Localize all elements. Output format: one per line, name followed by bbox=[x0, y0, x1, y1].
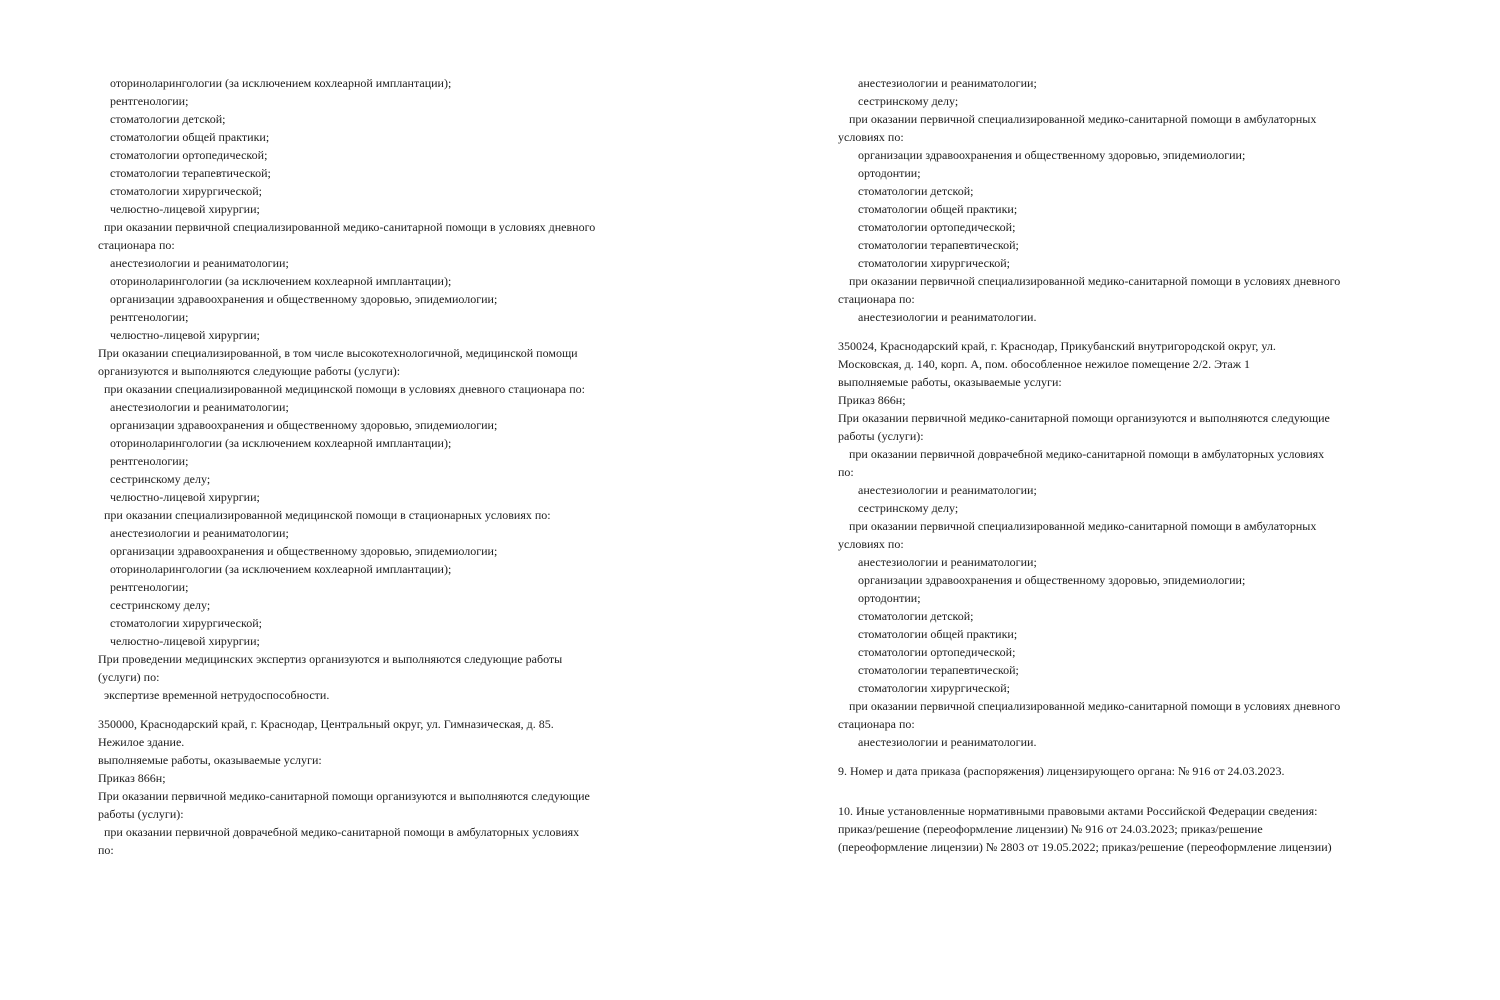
text-line: При оказании специализированной, в том числе высокотехнологичной, медицинской помощи bbox=[98, 346, 578, 360]
text-line: рентгенологии; bbox=[110, 94, 189, 108]
blank-line bbox=[838, 791, 1458, 802]
text-line: оториноларингологии (за исключением кохлеарной имплантации); bbox=[110, 562, 452, 576]
text-line: экспертизе временной нетрудоспособности. bbox=[104, 688, 330, 702]
text-line: При проведении медицинских экспертиз организуются и выполняются следующие работы bbox=[98, 652, 563, 666]
text-line: при оказании первичной специализированной медико-санитарной помощи в условиях дневного bbox=[104, 220, 596, 234]
text-line: при оказании первичной специализированной медико-санитарной помощи в условиях дневного bbox=[849, 274, 1341, 288]
text-line: при оказании первичной специализированной медико-санитарной помощи в условиях дневного bbox=[849, 699, 1341, 713]
text-line: приказ/решение (переоформление лицензии) № 916 от 24.03.2023; приказ/решение bbox=[838, 822, 1263, 836]
text-line: Нежилое здание. bbox=[98, 735, 185, 749]
text-line: условиях по: bbox=[838, 537, 904, 551]
text-line: выполняемые работы, оказываемые услуги: bbox=[838, 375, 1062, 389]
page-column-left bbox=[98, 74, 758, 859]
blank-line bbox=[838, 751, 1458, 762]
text-line: (услуги) по: bbox=[98, 670, 160, 684]
text-line: рентгенологии; bbox=[110, 580, 189, 594]
text-line: стоматологии терапевтической; bbox=[110, 166, 271, 180]
text-line: работы (услуги): bbox=[98, 807, 184, 821]
text-line: по: bbox=[838, 465, 854, 479]
text-line: При оказании первичной медико-санитарной помощи организуются и выполняются следующие bbox=[98, 789, 590, 803]
text-line: ортодонтии; bbox=[858, 591, 921, 605]
text-line: оториноларингологии (за исключением кохлеарной имплантации); bbox=[110, 76, 452, 90]
text-line: организации здравоохранения и общественному здоровью, эпидемиологии; bbox=[858, 148, 1246, 162]
text-line: стоматологии хирургической; bbox=[858, 681, 1010, 695]
text-line: 9. Номер и дата приказа (распоряжения) лицензирующего органа: № 916 от 24.03.2023. bbox=[838, 764, 1285, 778]
text-line: стоматологии общей практики; bbox=[110, 130, 270, 144]
text-line: анестезиологии и реаниматологии; bbox=[858, 76, 1037, 90]
text-line: условиях по: bbox=[838, 130, 904, 144]
text-line: работы (услуги): bbox=[838, 429, 924, 443]
text-line: челюстно-лицевой хирургии; bbox=[110, 634, 260, 648]
text-line: стоматологии ортопедической; bbox=[110, 148, 268, 162]
text-line: при оказании первичной доврачебной медико-санитарной помощи в амбулаторных условиях bbox=[849, 447, 1325, 461]
text-line: ортодонтии; bbox=[858, 166, 921, 180]
text-line: стоматологии детской; bbox=[110, 112, 226, 126]
text-line: организации здравоохранения и общественному здоровью, эпидемиологии; bbox=[110, 418, 498, 432]
text-line: сестринскому делу; bbox=[110, 472, 211, 486]
text-line: Приказ 866н; bbox=[838, 393, 906, 407]
text-line: анестезиологии и реаниматологии; bbox=[110, 400, 289, 414]
text-line: стационара по: bbox=[838, 717, 915, 731]
text-line: стационара по: bbox=[838, 292, 915, 306]
text-line: анестезиологии и реаниматологии; bbox=[858, 555, 1037, 569]
text-line: рентгенологии; bbox=[110, 454, 189, 468]
text-line: стоматологии терапевтической; bbox=[858, 238, 1019, 252]
text-line: челюстно-лицевой хирургии; bbox=[110, 328, 260, 342]
text-line: сестринскому делу; bbox=[110, 598, 211, 612]
text-line: 350024, Краснодарский край, г. Краснодар, Прикубанский внутригородской округ, ул. bbox=[838, 339, 1276, 353]
text-line: сестринскому делу; bbox=[858, 501, 959, 515]
text-line: при оказании специализированной медицинской помощи в стационарных условиях по: bbox=[104, 508, 551, 522]
text-line: стоматологии хирургической; bbox=[858, 256, 1010, 270]
text-line: (переоформление лицензии) № 2803 от 19.05.2022; приказ/решение (переоформление лицензии) bbox=[838, 840, 1332, 854]
text-line: стоматологии ортопедической; bbox=[858, 645, 1016, 659]
text-line: организуются и выполняются следующие работы (услуги): bbox=[98, 364, 401, 378]
text-line: организации здравоохранения и общественному здоровью, эпидемиологии; bbox=[858, 573, 1246, 587]
text-line: стоматологии детской; bbox=[858, 609, 974, 623]
text-line: При оказании первичной медико-санитарной помощи организуются и выполняются следующие bbox=[838, 411, 1330, 425]
text-line: стоматологии общей практики; bbox=[858, 202, 1018, 216]
text-line: при оказании первичной доврачебной медико-санитарной помощи в амбулаторных условиях bbox=[104, 825, 580, 839]
text-line: 10. Иные установленные нормативными правовыми актами Российской Федерации сведения: bbox=[838, 804, 1318, 818]
text-line: стационара по: bbox=[98, 238, 175, 252]
text-line: 350000, Краснодарский край, г. Краснодар, Центральный округ, ул. Гимназическая, д. 85. bbox=[98, 717, 554, 731]
text-line: стоматологии терапевтической; bbox=[858, 663, 1019, 677]
text-line: анестезиологии и реаниматологии. bbox=[858, 310, 1037, 324]
text-line: Московская, д. 140, корп. А, пом. обособленное нежилое помещение 2/2. Этаж 1 bbox=[838, 357, 1251, 371]
text-line: организации здравоохранения и общественному здоровью, эпидемиологии; bbox=[110, 544, 498, 558]
text-line: челюстно-лицевой хирургии; bbox=[110, 490, 260, 504]
text-line: анестезиологии и реаниматологии. bbox=[858, 735, 1037, 749]
blank-line bbox=[98, 704, 758, 715]
text-line: анестезиологии и реаниматологии; bbox=[110, 526, 289, 540]
blank-line bbox=[838, 780, 1458, 791]
text-line: стоматологии хирургической; bbox=[110, 616, 262, 630]
text-line: анестезиологии и реаниматологии; bbox=[858, 483, 1037, 497]
text-line: рентгенологии; bbox=[110, 310, 189, 324]
page-column-right bbox=[838, 74, 1458, 856]
text-line: стоматологии хирургической; bbox=[110, 184, 262, 198]
text-line: стоматологии общей практики; bbox=[858, 627, 1018, 641]
text-line: оториноларингологии (за исключением кохлеарной имплантации); bbox=[110, 274, 452, 288]
text-line: выполняемые работы, оказываемые услуги: bbox=[98, 753, 322, 767]
text-line: при оказании первичной специализированной медико-санитарной помощи в амбулаторных bbox=[849, 519, 1317, 533]
text-line: оториноларингологии (за исключением кохлеарной имплантации); bbox=[110, 436, 452, 450]
text-line: Приказ 866н; bbox=[98, 771, 166, 785]
text-line: челюстно-лицевой хирургии; bbox=[110, 202, 260, 216]
text-line: стоматологии детской; bbox=[858, 184, 974, 198]
text-line: стоматологии ортопедической; bbox=[858, 220, 1016, 234]
text-line: при оказании первичной специализированной медико-санитарной помощи в амбулаторных bbox=[849, 112, 1317, 126]
text-line: организации здравоохранения и общественному здоровью, эпидемиологии; bbox=[110, 292, 498, 306]
text-line: анестезиологии и реаниматологии; bbox=[110, 256, 289, 270]
text-line: по: bbox=[98, 843, 114, 857]
text-line: при оказании специализированной медицинской помощи в условиях дневного стационара по: bbox=[104, 382, 586, 396]
text-line: сестринскому делу; bbox=[858, 94, 959, 108]
blank-line bbox=[838, 326, 1458, 337]
